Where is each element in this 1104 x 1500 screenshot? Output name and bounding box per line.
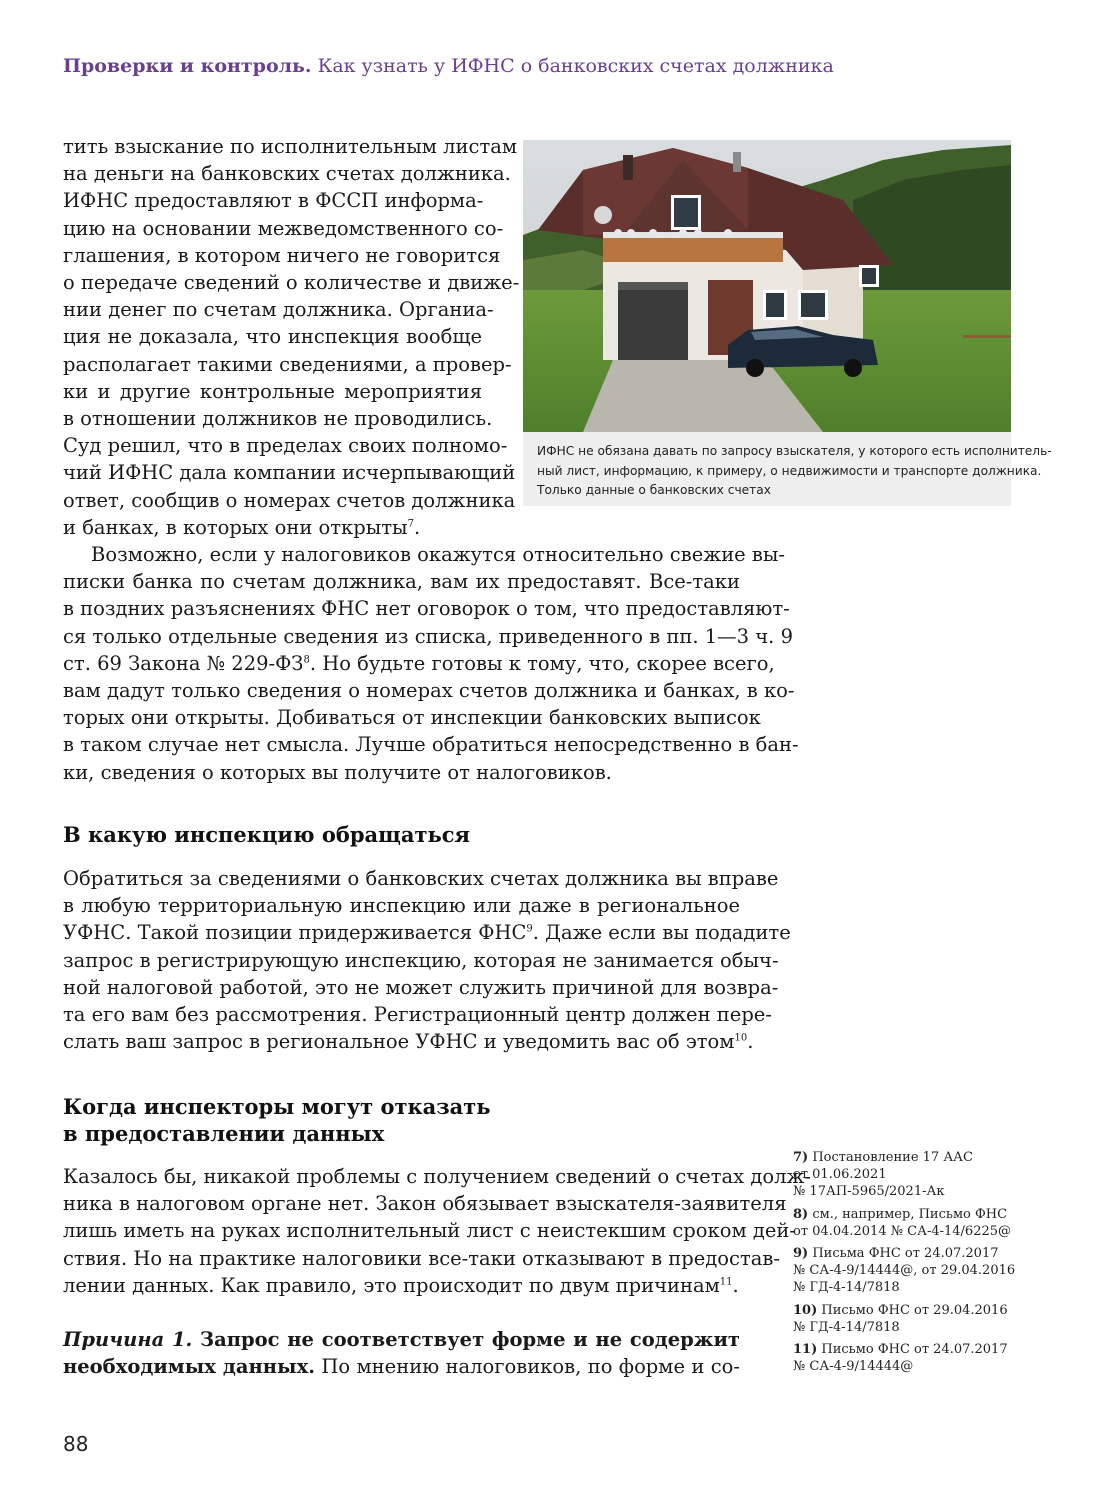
text-line: в отношении должников не проводились. xyxy=(63,407,493,431)
footnote-line xyxy=(793,1206,1043,1223)
footnote-line: № ГД-4-14/7818 xyxy=(793,1280,900,1295)
text-line: писки банка по счетам должника, вам их предоставят. Все-таки xyxy=(63,570,740,594)
text-fragment: Письма ФНС от 24.07.2017 xyxy=(808,1246,999,1261)
text-fragment: УФНС. Такой позиции придерживается ФНС xyxy=(63,921,527,945)
text-fragment: . xyxy=(413,515,421,539)
text-line: лишь иметь на руках исполнительный лист с неистекшим сроком дей- xyxy=(63,1219,796,1243)
footnote-ref[interactable]: 9 xyxy=(526,923,533,935)
figure xyxy=(523,140,1052,506)
footnote-line xyxy=(793,1302,1043,1319)
figure-caption xyxy=(537,442,1052,501)
reason-label: Причина 1. xyxy=(63,1328,193,1351)
text-line: глашения, в котором ничего не говорится xyxy=(63,243,501,267)
caption-line: Только данные о банковских счетах xyxy=(537,483,771,497)
running-head-title: Как узнать у ИФНС о банковских счетах должника xyxy=(317,55,834,77)
reason-title: необходимых данных. xyxy=(63,1355,315,1379)
house-photo xyxy=(523,140,1011,432)
section-heading xyxy=(63,1093,491,1147)
text-line xyxy=(63,1353,740,1380)
page-number: 88 xyxy=(63,1432,89,1456)
reason-paragraph xyxy=(63,1326,740,1380)
caption-line: ный лист, информацию, к примеру, о недвижимости и транспорте должника. xyxy=(537,463,1042,478)
footnote-line xyxy=(793,1149,1043,1166)
footnote-11 xyxy=(793,1341,1043,1375)
text-line xyxy=(63,919,791,946)
caption-line: ИФНС не обязана давать по запросу взыскателя, у которого есть исполнитель- xyxy=(537,444,1052,458)
text-fragment: . Даже если вы подадите xyxy=(532,921,791,945)
footnote-line: № ГД-4-14/7818 xyxy=(793,1320,900,1335)
footnote-10 xyxy=(793,1302,1043,1336)
text-fragment: . Но будьте готовы к тому, что, скорее всего, xyxy=(309,651,775,675)
footnote-line: от 04.04.2014 № СА-4-14/6225@ xyxy=(793,1224,1012,1239)
text-fragment: и банках, в которых они открыты xyxy=(63,515,408,539)
heading-line: Когда инспекторы могут отказать xyxy=(63,1094,491,1119)
footnote-ref[interactable]: 10 xyxy=(734,1032,748,1044)
text-line: вам дадут только сведения о номерах счетов должника и банках, в ко- xyxy=(63,679,795,703)
footnote-line: от 01.06.2021 xyxy=(793,1167,887,1182)
text-line: ки и другие контрольные мероприятия xyxy=(63,379,482,403)
text-line: в поздних разъяснениях ФНС нет оговорок о том, что предоставляют- xyxy=(63,597,790,621)
footnote-number: 8) xyxy=(793,1207,809,1222)
text-fragment: слать ваш запрос в региональное УФНС и уведомить вас об этом xyxy=(63,1030,735,1054)
text-fragment: . xyxy=(747,1030,754,1054)
text-fragment: лении данных. Как правило, это происходит по двум причинам xyxy=(63,1273,720,1297)
text-line: нии денег по счетам должника. Органиа- xyxy=(63,298,494,322)
running-head-section: Проверки и контроль. xyxy=(63,55,312,77)
text-line: ника в налоговом органе нет. Закон обязывает взыскателя-заявителя xyxy=(63,1192,787,1216)
section-1-paragraph xyxy=(63,865,791,1055)
text-line xyxy=(63,1326,740,1353)
intro-paragraph xyxy=(63,133,520,541)
footnote-number: 10) xyxy=(793,1303,818,1318)
text-line: ствия. Но на практике налоговики все-таки отказывают в предостав- xyxy=(63,1246,780,1270)
text-line: на деньги на банковских счетах должника. xyxy=(63,162,511,186)
footnote-ref[interactable]: 11 xyxy=(719,1276,733,1288)
footnote-line: № СА-4-9/14444@ xyxy=(793,1359,914,1374)
text-line: чий ИФНС дала компании исчерпывающий xyxy=(63,461,516,485)
footnote-line: № 17АП-5965/2021-Ак xyxy=(793,1184,945,1199)
heading-line: в предоставлении данных xyxy=(63,1121,385,1146)
text-fragment: Письмо ФНС от 24.07.2017 xyxy=(817,1342,1008,1357)
text-fragment: ст. 69 Закона № 229-ФЗ xyxy=(63,651,304,675)
footnote-9 xyxy=(793,1245,1043,1296)
section-heading: В какую инспекцию обращаться xyxy=(63,822,471,847)
footnote-number: 9) xyxy=(793,1246,809,1261)
text-line: Возможно, если у налоговиков окажутся относительно свежие вы- xyxy=(91,543,786,566)
footnote-line xyxy=(793,1341,1043,1358)
text-line: тить взыскание по исполнительным листам xyxy=(63,135,518,158)
footnote-7 xyxy=(793,1149,1043,1200)
text-line: в любую территориальную инспекцию или даже в региональное xyxy=(63,894,740,918)
text-line: та его вам без рассмотрения. Регистрационный центр должен пере- xyxy=(63,1003,772,1027)
text-line: Казалось бы, никакой проблемы с получением сведений о счетах долж- xyxy=(63,1165,811,1188)
text-line: ция не доказала, что инспекция вообще xyxy=(63,325,482,349)
text-line: торых они открыты. Добиваться от инспекции банковских выписок xyxy=(63,706,761,730)
text-line: цию на основании межведомственного со- xyxy=(63,216,504,240)
text-line xyxy=(63,1272,740,1299)
text-fragment: Постановление 17 ААС xyxy=(808,1150,973,1165)
text-fragment: Письмо ФНС от 29.04.2016 xyxy=(817,1303,1008,1318)
text-line: ответ, сообщив о номерах счетов должника xyxy=(63,488,516,512)
footnote-number: 11) xyxy=(793,1342,818,1357)
text-line: располагает такими сведениями, а провер- xyxy=(63,352,512,376)
text-line: в таком случае нет смысла. Лучше обратиться непосредственно в бан- xyxy=(63,733,799,757)
paragraph-2 xyxy=(63,541,799,786)
text-line: ной налоговой работой, это не может служить причиной для возвра- xyxy=(63,975,779,999)
section-2-paragraph xyxy=(63,1163,811,1299)
text-fragment: см., например, Письмо ФНС xyxy=(808,1207,1008,1222)
text-line: ИФНС предоставляют в ФССП информа- xyxy=(63,189,484,213)
text-line: запрос в регистрирующую инспекцию, которая не занимается обыч- xyxy=(63,948,779,972)
text-line: ки, сведения о которых вы получите от налоговиков. xyxy=(63,760,612,784)
footnote-line: № СА-4-9/14444@, от 29.04.2016 xyxy=(793,1263,1016,1278)
text-line: Обратиться за сведениями о банковских счетах должника вы вправе xyxy=(63,867,779,890)
text-line: о передаче сведений о количестве и движе- xyxy=(63,271,520,295)
footnote-8 xyxy=(793,1206,1043,1240)
footnote-ref[interactable]: 7 xyxy=(407,518,414,530)
text-line: ся только отдельные сведения из списка, приведенного в пп. 1—3 ч. 9 xyxy=(63,624,793,648)
footnote-line xyxy=(793,1245,1043,1262)
text-line: Суд решил, что в пределах своих полномо- xyxy=(63,434,508,458)
reason-title: Запрос не соответствует форме и не содержит xyxy=(192,1328,740,1351)
footnote-ref[interactable]: 8 xyxy=(303,654,310,666)
text-line xyxy=(63,650,775,677)
text-fragment: По мнению налоговиков, по форме и со- xyxy=(315,1355,740,1379)
text-line xyxy=(63,514,482,541)
running-head xyxy=(63,55,834,77)
text-fragment: . xyxy=(732,1273,739,1297)
footnote-number: 7) xyxy=(793,1150,809,1165)
text-line xyxy=(63,1028,754,1055)
